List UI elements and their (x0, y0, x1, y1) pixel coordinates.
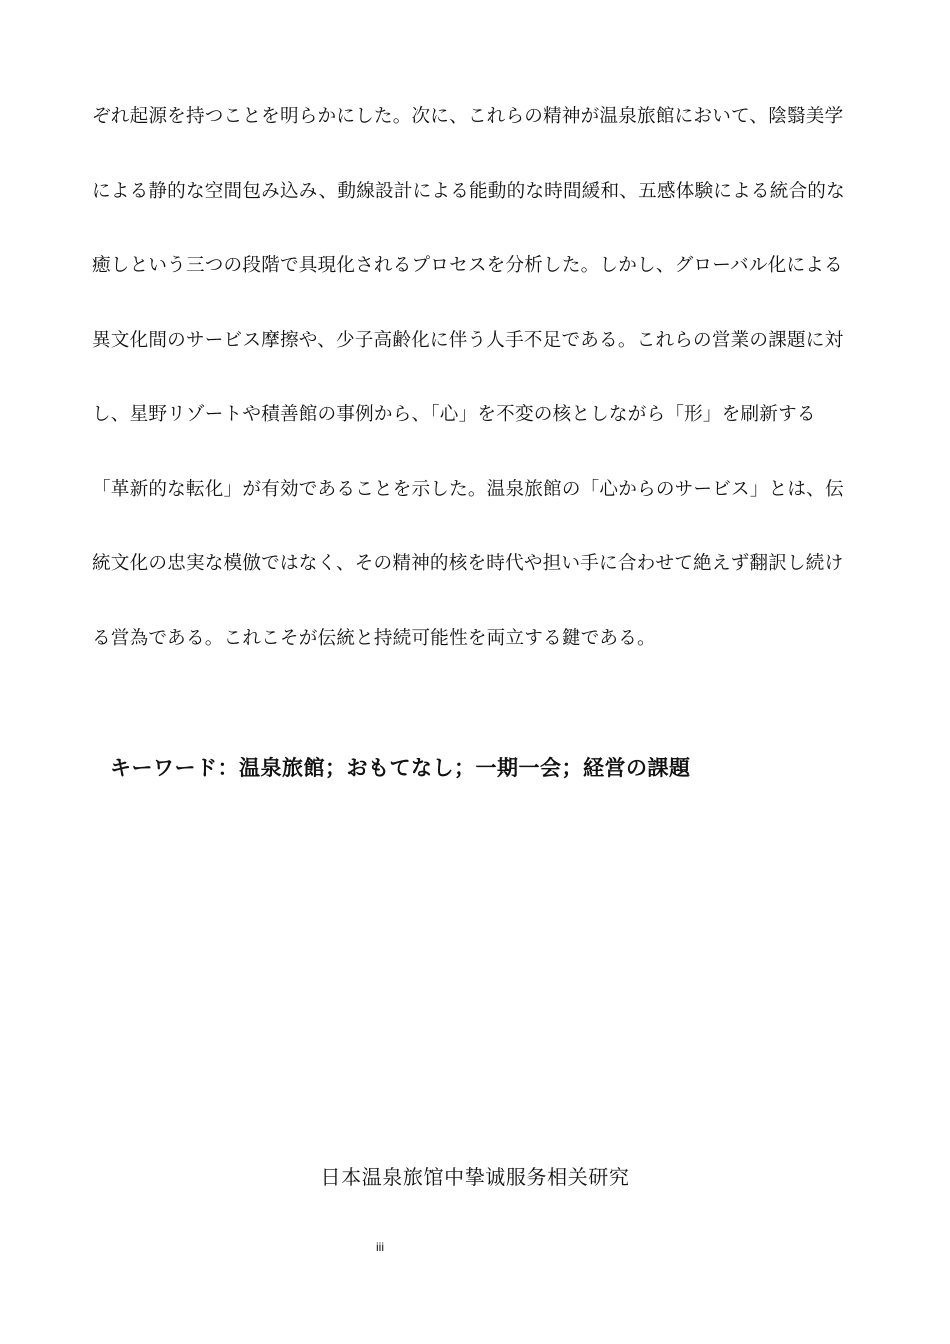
keywords-line: キーワード：温泉旅館；おもてなし；一期一会；経営の課題 (110, 755, 691, 780)
body-line-5: し、星野リゾートや積善館の事例から、「心」を不変の核としながら「形」を刷新する (92, 404, 816, 425)
body-line-3: 癒しという三つの段階で具現化されるプロセスを分析した。しかし、グローバル化による (92, 255, 843, 276)
body-line-4: 異文化間のサービス摩擦や、少子高齢化に伴う人手不足である。これらの営業の課題に対 (92, 329, 844, 351)
body-line-1: ぞれ起源を持つことを明らかにした。次に、これらの精神が温泉旅館において、陰翳美学 (92, 106, 844, 127)
body-line-8: る営為である。これこそが伝統と持続可能性を両立する鍵である。 (92, 627, 656, 649)
page-number: iii (376, 1240, 384, 1254)
body-line-7: 統文化の忠実な模倣ではなく、その精神的核を時代や担い手に合わせて絶えず翻訳し続け (92, 553, 844, 574)
body-line-2: による静的な空間包み込み、動線設計による能動的な時間緩和、五感体験による統合的な (92, 180, 845, 202)
footer-title: 日本温泉旅馆中挚诚服务相关研究 (320, 1165, 630, 1189)
abstract-body (92, 98, 862, 694)
body-line-6: 「革新的な転化」が有効であることを示した。温泉旅館の「心からのサービス」とは、伝 (92, 478, 844, 500)
